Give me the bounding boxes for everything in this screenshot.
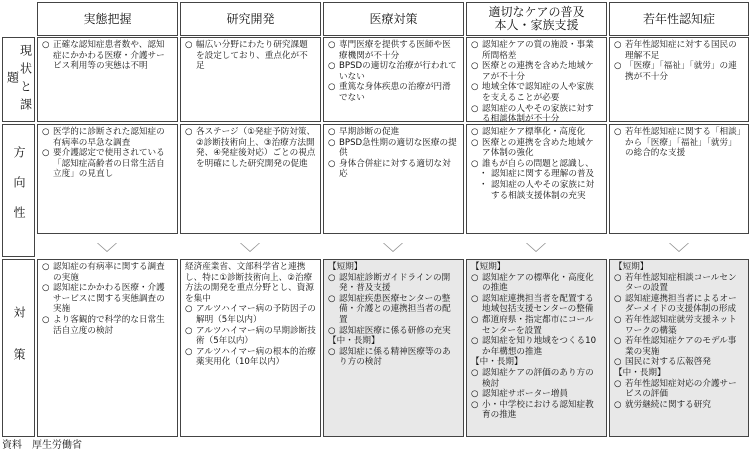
cell-item: ○ 正確な認知症患者数や、認知症にかかわる医療・介護サービス利用等の実態は不明 <box>42 40 173 72</box>
header-title: 研究開発 <box>226 11 275 26</box>
cell-direction-kenkyu <box>180 124 321 234</box>
cell-measures-iryo <box>323 259 464 437</box>
cell-item: ○ 認知症ケアの評価のあり方の検討 <box>471 368 602 389</box>
row-label-text: 対策 <box>12 306 26 390</box>
cell-item: ○ アルツハイマー病の根本的治療薬実用化（10年以内） <box>185 347 316 368</box>
row-label-hokosei <box>2 124 35 257</box>
cell-item: ○ 若年性認知症に対する国民の理解不足 <box>614 40 744 61</box>
cell-tag: 経済産業省、文部科学省と連携し、特に①診断技術向上、②治療方法の開発を重点分野とし、資源を集中 <box>185 262 314 304</box>
header-title: 若年性認知症 <box>642 11 715 26</box>
row-label-text: 方向性 <box>12 145 26 236</box>
cell-tag: 【中・長期】 <box>471 357 523 368</box>
cell-measures-jakunen <box>609 259 749 437</box>
cell-item: ○ 若年性認知症ケアのモデル事業の実施 <box>614 336 744 357</box>
cell-direction-jakunen <box>609 124 749 234</box>
cell-item: ○ 認知症の人やその家族に対する相談体制が不十分 <box>471 104 602 125</box>
header-kenkyu-kaihatsu <box>180 2 321 36</box>
cell-item: ○ 幅広い分野にわたり研究課題を設定しており、重点化が不足 <box>185 40 316 72</box>
down-arrow-icon <box>526 243 546 252</box>
source-note: 資料 厚生労働省 <box>2 440 82 451</box>
header-jittai-haaku <box>37 2 178 36</box>
cell-item: ○ 認知症サポーター増員 <box>471 389 602 400</box>
cell-item: ○ 認知症の有病率に関する調査の実施 <box>42 262 173 283</box>
cell-item: ○ 医療との連携を含めた地域ケア体制の強化 <box>471 138 602 159</box>
cell-item: ○ 医学的に診断された認知症の有病率の早急な調査 <box>42 127 173 148</box>
cell-item: ○ BPSD急性期の適切な医療の提供 <box>328 138 459 159</box>
cell-direction-care <box>466 124 607 234</box>
row-label-text: 現状と課題 <box>5 43 33 116</box>
cell-tag: 【中・長期】 <box>328 336 380 347</box>
header-title-line2: 本人・家族支援 <box>494 18 579 32</box>
cell-item: ○ 医療との連携を含めた地域ケアが不十分 <box>471 61 602 82</box>
cell-item: ○ 身体合併症に対する適切な対応 <box>328 159 459 180</box>
cell-current-kenkyu <box>180 37 321 122</box>
cell-item: ・ 認知症に関する理解の普及 <box>471 169 602 180</box>
down-arrow-icon <box>669 243 689 252</box>
cell-item: ○ 地域全体で認知症の人や家族を支えることが必要 <box>471 82 602 103</box>
cell-direction-jittai <box>37 124 178 234</box>
cell-current-jakunen <box>609 37 749 122</box>
cell-tag: 【短期】 <box>471 262 506 272</box>
down-arrow-icon <box>97 243 117 252</box>
cell-item: ○ 専門医療を提供する医師や医療機関が不十分 <box>328 40 459 61</box>
down-arrow-icon <box>240 243 260 252</box>
cell-tag: 【中・長期】 <box>614 367 666 378</box>
row-label-taisaku <box>2 259 35 437</box>
header-title: 実態把握 <box>83 11 132 26</box>
cell-item: ○ より客観的で科学的な日常生活自立度の検討 <box>42 315 173 336</box>
header-title-line1: 適切なケアの普及 <box>488 5 585 19</box>
header-jakunensei <box>609 2 749 36</box>
cell-item: ○ 要介護認定で使用されている「認知症高齢者の日常生活自立度」の見直し <box>42 148 173 180</box>
cell-tag: 【短期】 <box>614 262 649 272</box>
cell-item: ○ 認知症連携担当者によるオーダーメイドの支援体制の形成 <box>614 294 744 315</box>
cell-item: ○ 認知症にかかわる医療・介護サービスに関する実態調査の実施 <box>42 283 173 315</box>
cell-item: ○ 認知症疾患医療センターの整備・介護との連携担当者の配置 <box>328 294 459 326</box>
cell-tag: 【短期】 <box>328 262 363 272</box>
cell-item: ○ 若年性認知症に関する「相談」から「医療」「福祉」「就労」の総合的な支援 <box>614 127 744 159</box>
cell-item: ○ 誰もが自らの問題と認識し、 <box>471 159 602 170</box>
cell-measures-care <box>466 259 607 437</box>
cell-item: ○ 国民に対する広報啓発 <box>614 357 744 368</box>
header-title: 医療対策 <box>369 11 418 26</box>
cell-item: ○ 都道府県・指定都市にコールセンターを設置 <box>471 315 602 336</box>
cell-measures-kenkyu <box>180 259 321 437</box>
cell-measures-jittai <box>37 259 178 437</box>
cell-current-care <box>466 37 607 125</box>
cell-item: ○ BPSDの適切な治療が行われていない <box>328 61 459 82</box>
cell-item: ○ 認知症に係る精神医療等のあり方の検討 <box>328 347 459 368</box>
down-arrow-icon <box>383 243 403 252</box>
cell-item: ○ 認知症ケアの標準化・高度化の推進 <box>471 273 602 294</box>
header-care-support <box>466 2 607 36</box>
cell-item: ○ 小・中学校における認知症教育の推進 <box>471 400 602 421</box>
cell-item: ○ 早期診断の促進 <box>328 127 459 138</box>
cell-current-jittai <box>37 37 178 122</box>
cell-item: ○ 重篤な身体疾患の治療が円滑でない <box>328 82 459 103</box>
header-iryo-taisaku <box>323 2 464 36</box>
row-label-genjo-kadai <box>2 37 35 122</box>
cell-item: ○ アルツハイマー病の予防因子の解明（5年以内） <box>185 304 316 325</box>
cell-item: ○ 若年性認知症対応の介護サービスの評価 <box>614 379 744 400</box>
cell-item: ○ 若年性認知症相談コールセンターの設置 <box>614 273 744 294</box>
cell-item: ○ 各ステージ（①発症予防対策、②診断技術向上、③治療方法開発、④発症後対応）ごとの視点を明確にした研究開発の促進 <box>185 127 316 169</box>
cell-item: ○ 認知症を知り地域をつくる10か年構想の推進 <box>471 336 602 357</box>
cell-direction-iryo <box>323 124 464 234</box>
cell-item: ○ 認知症連携担当者を配置する地域包括支援センターの整備 <box>471 294 602 315</box>
cell-item: ○ 就労継続に関する研究 <box>614 400 744 411</box>
cell-item: ○ 認知症診断ガイドラインの開発・普及支援 <box>328 273 459 294</box>
cell-item: ○ 認知症ケアの質の施設・事業所間格差 <box>471 40 602 61</box>
cell-item: ○ アルツハイマー病の早期診断技術（5年以内） <box>185 326 316 347</box>
cell-item: ○ 認知症ケア標準化・高度化 <box>471 127 602 138</box>
cell-item: ○ 認知症医療に係る研修の充実 <box>328 326 459 337</box>
cell-current-iryo <box>323 37 464 122</box>
cell-item: ○ 「医療」「福祉」「就労」の連携が不十分 <box>614 61 744 82</box>
cell-item: ・ 認知症の人やその家族に対する相談支援体制の充実 <box>471 180 602 201</box>
cell-item: ○ 若年性認知症就労支援ネットワークの構築 <box>614 315 744 336</box>
